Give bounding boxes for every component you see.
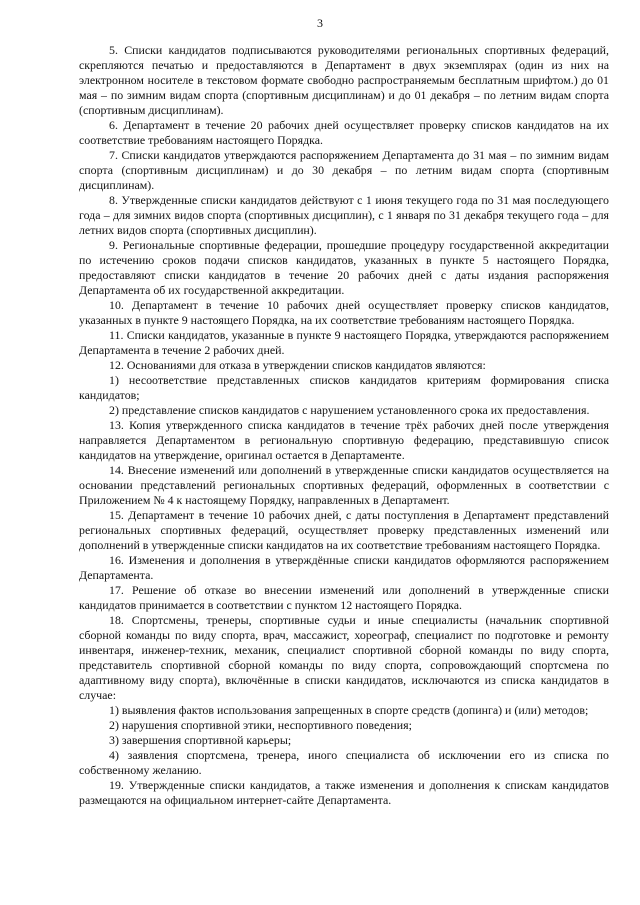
document-body [79,43,609,808]
paragraph-11: 11. Списки кандидатов, указанные в пункте 9 настоящего Порядка, утверждаются распоряжением Департамента в течение 2 рабочих дней. [79,328,609,357]
paragraph-15: 15. Департамент в течение 10 рабочих дней, с даты поступления в Департамент представлений региональных спортивных федераций, осуществляет проверку представленных изменений или дополнений в утвержденные списки кандидатов на их соответствие требованиям настоящего Порядка. [79,508,609,552]
paragraph-8: 8. Утвержденные списки кандидатов действуют с 1 июня текущего года по 31 мая последующего года – для зимних видов спорта (спортивных дисциплин), с 1 января по 31 декабря текущего года – для летних видов спорта (спортивных дисциплин). [79,193,609,237]
page-number: 3 [317,16,323,30]
paragraph-18-item-3: 3) завершения спортивной карьеры; [109,733,292,747]
paragraph-12-item-1: 1) несоответствие представленных списков кандидатов критериям формирования списка кандидатов; [79,373,609,402]
paragraph-10: 10. Департамент в течение 10 рабочих дней осуществляет проверку списков кандидатов, указанных в пункте 9 настоящего Порядка, на их соответствие требованиям настоящего Порядка. [79,298,609,327]
paragraph-6: 6. Департамент в течение 20 рабочих дней осуществляет проверку списков кандидатов на их соответствие требованиям настоящего Порядка. [79,118,609,147]
paragraph-12: 12. Основаниями для отказа в утверждении списков кандидатов являются: [109,358,486,372]
paragraph-9: 9. Региональные спортивные федерации, прошедшие процедуру государственной аккредитации по истечению сроков подачи списков кандидатов, указанных в пункте 5 настоящего Порядка, предоставляют списки кандидатов в течение 20 рабочих дней с даты издания распоряжения Департамента об их государственной аккредитации. [79,238,609,297]
paragraph-13: 13. Копия утвержденного списка кандидатов в течение трёх рабочих дней после утверждения направляется Департаментом в региональную спортивную федерацию, представившую список кандидатов на утверждение, оригинал остается в Департаменте. [79,418,609,462]
paragraph-16: 16. Изменения и дополнения в утверждённые списки кандидатов оформляются распоряжением Департамента. [79,553,609,582]
paragraph-19: 19. Утвержденные списки кандидатов, а также изменения и дополнения к спискам кандидатов размещаются на официальном интернет-сайте Департамента. [79,778,609,807]
paragraph-18-item-1: 1) выявления фактов использования запрещенных в спорте средств (допинга) и (или) методов; [109,703,589,717]
paragraph-18-item-2: 2) нарушения спортивной этики, неспортивного поведения; [109,718,412,732]
paragraph-14: 14. Внесение изменений или дополнений в утвержденные списки кандидатов осуществляется на основании представлений региональных спортивных федераций, оформленных в соответствии с Приложением № 4 к настоящему Порядку, направленных в Департамент. [79,463,609,507]
paragraph-7: 7. Списки кандидатов утверждаются распоряжением Департамента до 31 мая – по зимним видам спорта (спортивным дисциплинам) и до 30 декабря – по летним видам спорта (спортивным дисциплинам). [79,148,609,192]
paragraph-18-item-4: 4) заявления спортсмена, тренера, иного специалиста об исключении его из списка по собственному желанию. [79,748,609,777]
paragraph-12-item-2: 2) представление списков кандидатов с нарушением установленного срока их предоставления. [109,403,590,417]
paragraph-5: 5. Списки кандидатов подписываются руководителями региональных спортивных федераций, скрепляются печатью и предоставляются в Департамент в двух экземплярах (один из них на электронном носителе в текстовом формате свободно распространяемым бесплатным шрифтом.) до 01 мая – по зимним видам спорта (спортивным дисциплинам) и до 01 декабря – по летним видам спорта (спортивным дисциплинам). [79,43,609,117]
paragraph-18: 18. Спортсмены, тренеры, спортивные судьи и иные специалисты (начальник спортивной сборной команды по виду спорта, врач, массажист, хореограф, специалист по подготовке и ремонту инвентаря, инженер-техник, механик, специалист спортивной сборной команды по виду спорта, представитель спортивной сборной команды по виду спорта, сопровождающий спортсмена по адаптивному виду спорта), включённые в списки кандидатов, исключаются из списка кандидатов в случае: [79,613,609,702]
paragraph-17: 17. Решение об отказе во внесении изменений или дополнений в утвержденные списки кандидатов принимается в соответствии с пунктом 12 настоящего Порядка. [79,583,609,612]
